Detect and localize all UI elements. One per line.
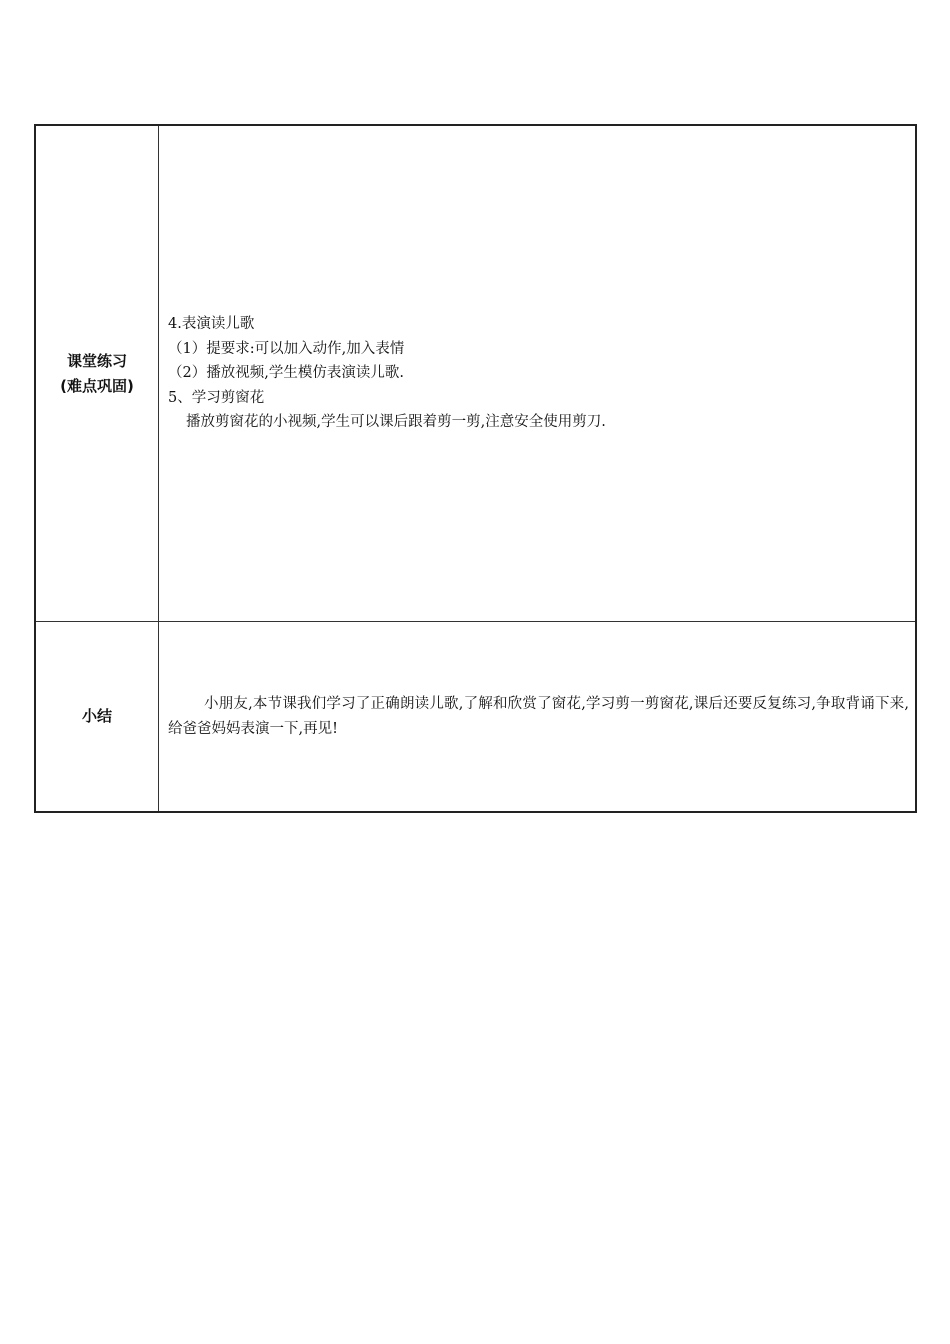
lesson-plan-table <box>34 124 917 813</box>
table-row-summary <box>35 622 916 813</box>
practice-label-title: 课堂练习 <box>66 351 127 370</box>
practice-line-4: 5、学习剪窗花 <box>168 389 265 406</box>
practice-line-2: （1）提要求:可以加入动作,加入表情 <box>168 340 405 357</box>
practice-label-cell <box>35 125 159 622</box>
practice-line-5: 播放剪窗花的小视频,学生可以课后跟着剪一剪,注意安全使用剪刀. <box>186 414 606 431</box>
summary-label-cell <box>35 622 159 813</box>
summary-label: 小结 <box>81 707 112 725</box>
practice-line-3: （2）播放视频,学生模仿表演读儿歌. <box>168 365 404 382</box>
table-row-practice <box>35 125 916 622</box>
practice-content-cell <box>159 125 917 622</box>
practice-line-1: 4.表演读儿歌 <box>168 316 255 333</box>
practice-label-subtitle: (难点巩固) <box>60 376 134 395</box>
summary-text: 小朋友,本节课我们学习了正确朗读儿歌,了解和欣赏了窗花,学习剪一剪窗花,课后还要反复练习,争取背诵下来,给爸爸妈妈表演一下,再见! <box>168 696 909 737</box>
summary-content-cell <box>159 622 917 813</box>
